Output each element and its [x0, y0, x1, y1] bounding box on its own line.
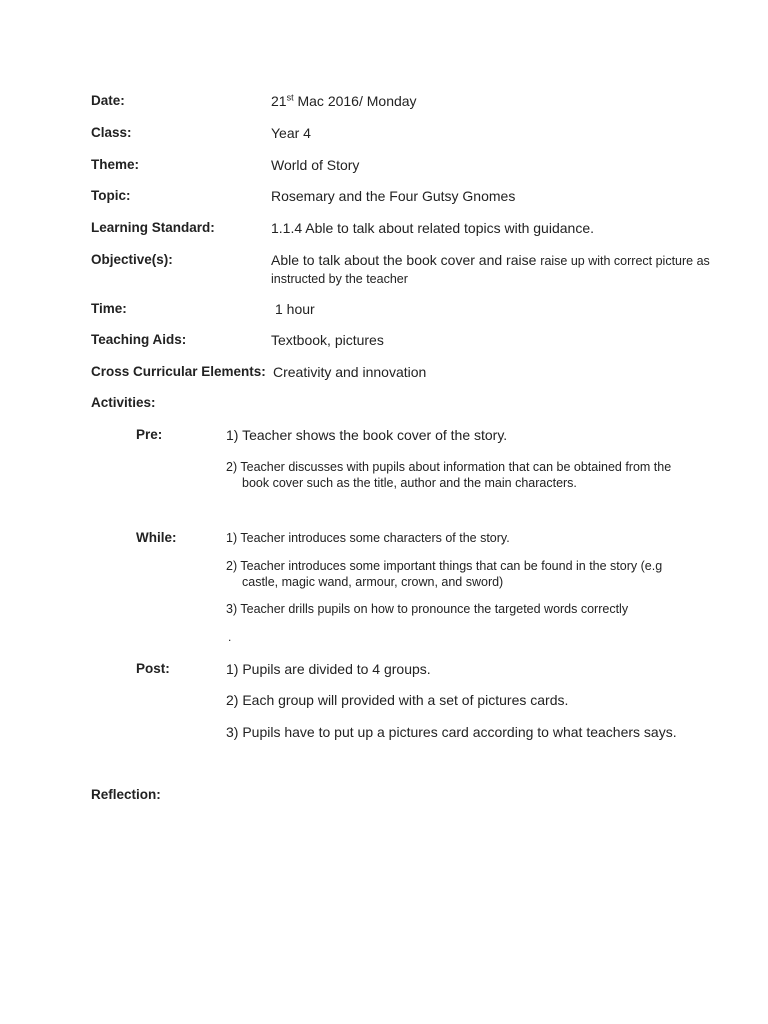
post-label: Post:	[136, 661, 170, 676]
time-label: Time:	[91, 301, 127, 316]
date-value: 21st Mac 2016/ Monday	[271, 92, 417, 109]
date-label: Date:	[91, 93, 125, 108]
learning-standard-value: 1.1.4 Able to talk about related topics with guidance.	[271, 220, 594, 236]
theme-value: World of Story	[271, 157, 360, 173]
while-item-1: 1) Teacher introduces some characters of the story.	[226, 531, 510, 545]
pre-item-2: 2) Teacher discusses with pupils about information that can be obtained from the book cover such as the title, author and the main characters.	[226, 460, 672, 490]
pre-item-1: 1) Teacher shows the book cover of the story.	[226, 427, 508, 443]
teaching-aids-value: Textbook, pictures	[271, 332, 384, 348]
while-trailing-period: .	[228, 630, 232, 644]
teaching-aids-label: Teaching Aids:	[91, 332, 187, 347]
time-value: 1 hour	[275, 301, 315, 317]
cross-curricular-label: Cross Curricular Elements:	[91, 364, 266, 379]
topic-label: Topic:	[91, 188, 131, 203]
class-value: Year 4	[271, 125, 311, 141]
post-item-1: 1) Pupils are divided to 4 groups.	[226, 661, 431, 677]
learning-standard-label: Learning Standard:	[91, 220, 215, 235]
reflection-label: Reflection:	[91, 787, 161, 802]
while-item-2: 2) Teacher introduces some important things that can be found in the story (e.g castle, magic wand, armour, crown, and sword)	[226, 559, 663, 589]
theme-label: Theme:	[91, 157, 140, 172]
pre-label: Pre:	[136, 427, 163, 442]
post-item-2: 2) Each group will provided with a set of pictures cards.	[226, 692, 569, 708]
cross-curricular-value: Creativity and innovation	[273, 364, 427, 380]
while-label: While:	[136, 530, 177, 545]
class-label: Class:	[91, 125, 132, 140]
activities-label: Activities:	[91, 395, 156, 410]
objectives-value: Able to talk about the book cover and raise raise up with correct picture as instructed by the teacher	[271, 252, 710, 286]
objectives-label: Objective(s):	[91, 252, 173, 267]
while-item-3: 3) Teacher drills pupils on how to pronounce the targeted words correctly	[226, 602, 629, 616]
post-item-3: 3) Pupils have to put up a pictures card according to what teachers says.	[226, 724, 677, 740]
topic-value: Rosemary and the Four Gutsy Gnomes	[271, 188, 516, 204]
